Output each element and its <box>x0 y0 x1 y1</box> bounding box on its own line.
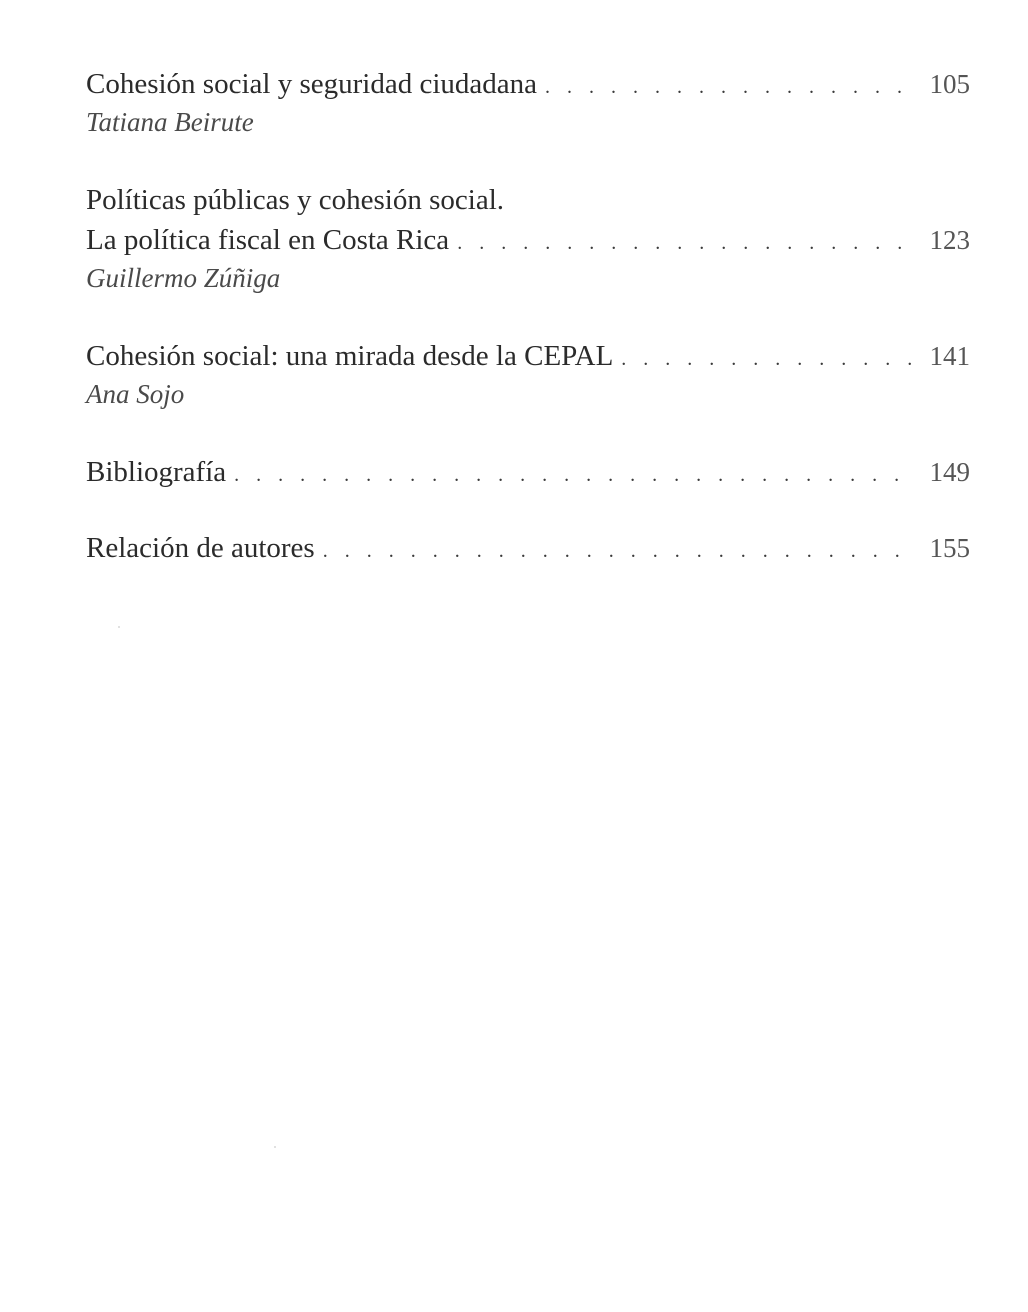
toc-page-number: 149 <box>929 457 970 487</box>
toc-entry-relacion-autores <box>86 528 970 568</box>
dot-leader <box>234 455 916 495</box>
toc-entry-title-line-2: La política fiscal en Costa Rica <box>86 224 450 256</box>
toc-entry-author: Tatiana Beirute <box>86 107 254 137</box>
toc-entry-author: Guillermo Zúñiga <box>86 263 281 293</box>
toc-entry-title: Cohesión social: una mirada desde la CEPAL <box>86 340 614 372</box>
toc-title-row <box>86 64 970 104</box>
toc-page-number: 123 <box>929 225 970 255</box>
dot-leader <box>545 67 916 107</box>
toc-page-number: 141 <box>929 341 970 371</box>
dot-leader <box>457 223 916 263</box>
toc-title-row <box>86 528 970 568</box>
toc-entry-title: Relación de autores <box>86 532 315 564</box>
toc-title-row <box>86 220 970 260</box>
toc-entry-author: Ana Sojo <box>86 379 185 409</box>
toc-entry-politica-fiscal <box>86 180 970 296</box>
dot-leader <box>621 339 916 379</box>
toc-entry-cepal <box>86 336 970 412</box>
toc-entry-title: Bibliografía <box>86 456 227 488</box>
toc-title-row <box>86 180 970 220</box>
toc-entry-title-line-1: Políticas públicas y cohesión social. <box>86 184 505 216</box>
toc-entry-seguridad-ciudadana <box>86 64 970 140</box>
paper-speck <box>274 1146 276 1148</box>
table-of-contents <box>86 64 970 604</box>
paper-speck <box>118 626 120 628</box>
toc-entry-bibliografia <box>86 452 970 492</box>
toc-title-row <box>86 452 970 492</box>
toc-page-number: 155 <box>929 533 970 563</box>
dot-leader <box>323 531 916 571</box>
toc-page-number: 105 <box>929 69 970 99</box>
toc-title-row <box>86 336 970 376</box>
toc-entry-title: Cohesión social y seguridad ciudadana <box>86 68 537 100</box>
